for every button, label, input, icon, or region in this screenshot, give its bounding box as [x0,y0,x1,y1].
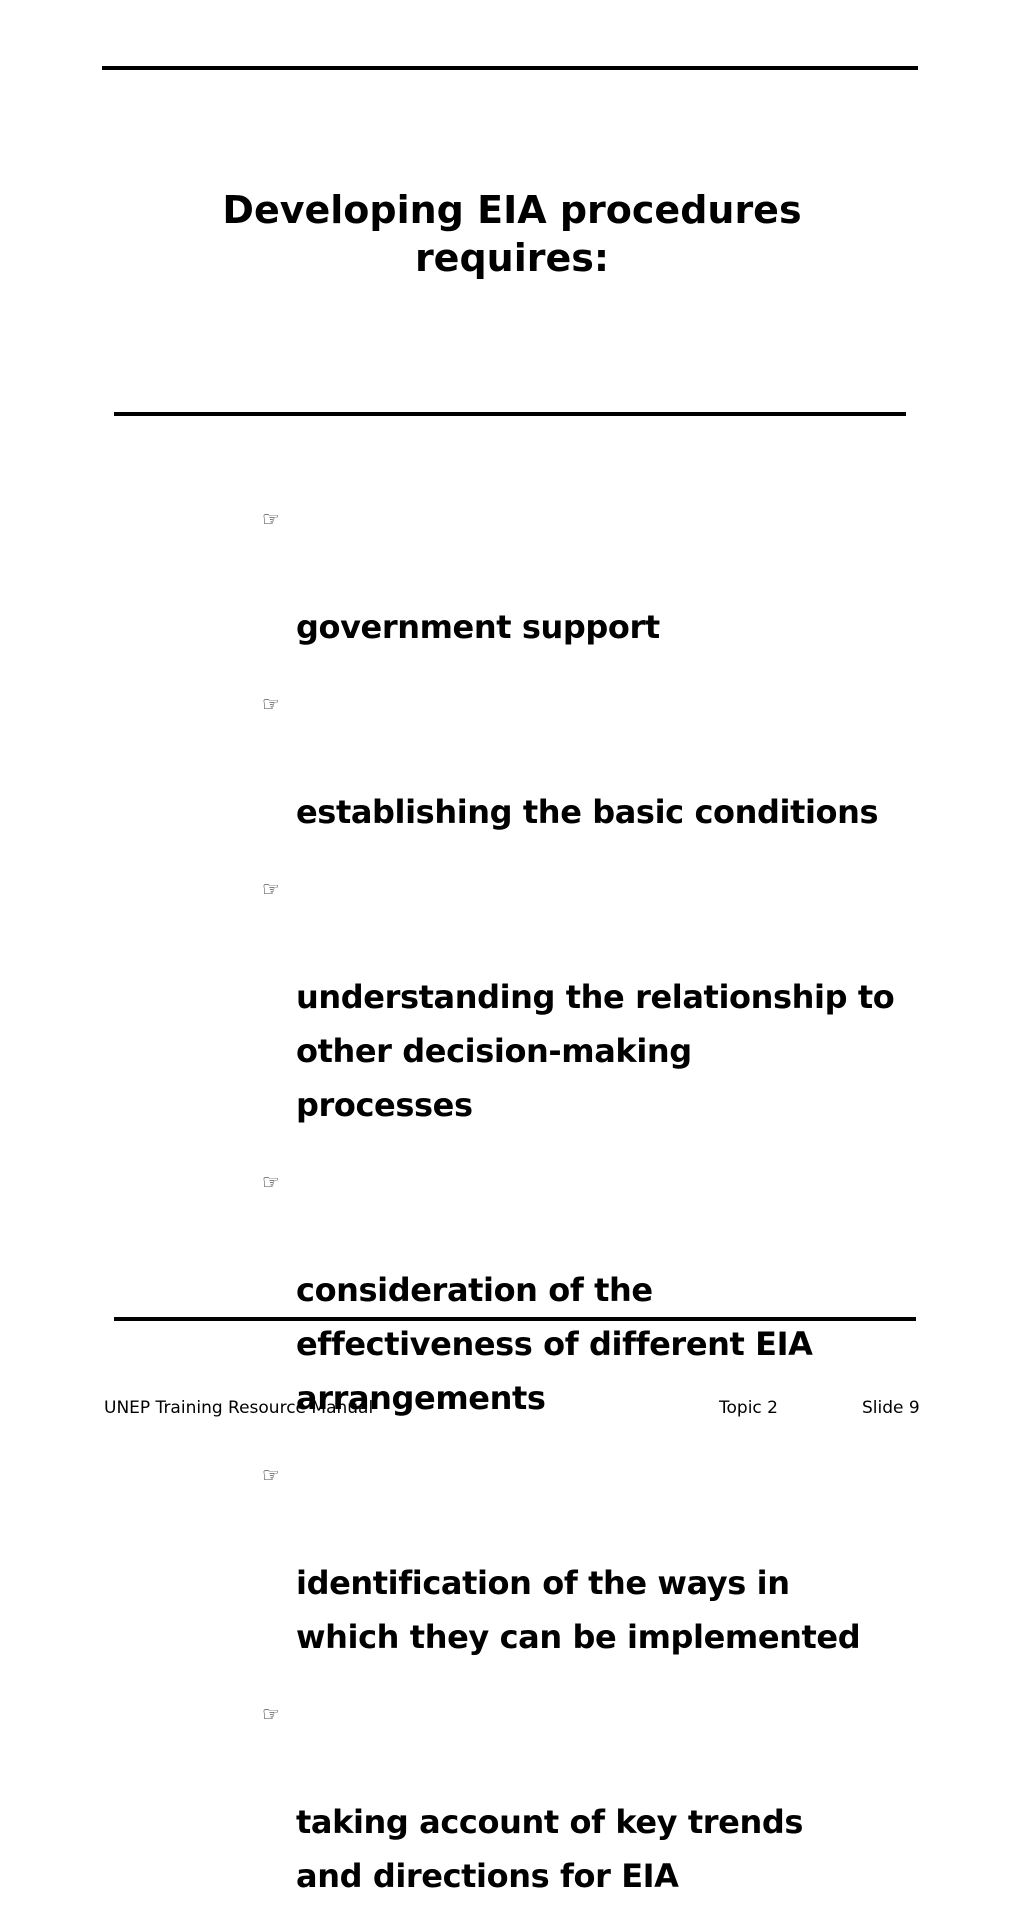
list-item [262,1448,922,1664]
list-item-text: understanding the relationship to other decision-making processes [296,978,895,1124]
list-item-text: identification of the ways in which they can be implemented [296,1564,861,1656]
list-item [262,1155,922,1425]
pointing-hand-icon: ☞ [262,877,280,901]
list-item [262,492,922,654]
pointing-hand-icon: ☞ [262,692,280,716]
list-item-text: taking account of key trends and directions for EIA [296,1803,803,1895]
list-item [262,1687,922,1903]
pointing-hand-icon: ☞ [262,1463,280,1487]
slide-title-line-2: requires: [414,236,610,280]
list-item-text: consideration of the effectiveness of different EIA arrangements [296,1271,813,1417]
pointing-hand-icon: ☞ [262,1702,280,1726]
slide-title [0,186,1024,282]
slide-title-line-1: Developing EIA procedures [222,188,802,232]
list-item [262,677,922,839]
footer-topic-number: Topic 2 [719,1398,778,1418]
pointing-hand-icon: ☞ [262,507,280,531]
top-divider [102,66,918,70]
footer-manual-name: UNEP Training Resource Manual [104,1398,374,1418]
requirements-list [262,492,922,1926]
list-item-text: establishing the basic conditions [296,793,879,831]
pointing-hand-icon: ☞ [262,1170,280,1194]
middle-divider [114,412,906,416]
footer-slide-number: Slide 9 [862,1398,920,1418]
bottom-divider [114,1317,916,1321]
list-item-text: government support [296,608,660,646]
list-item [262,862,922,1132]
